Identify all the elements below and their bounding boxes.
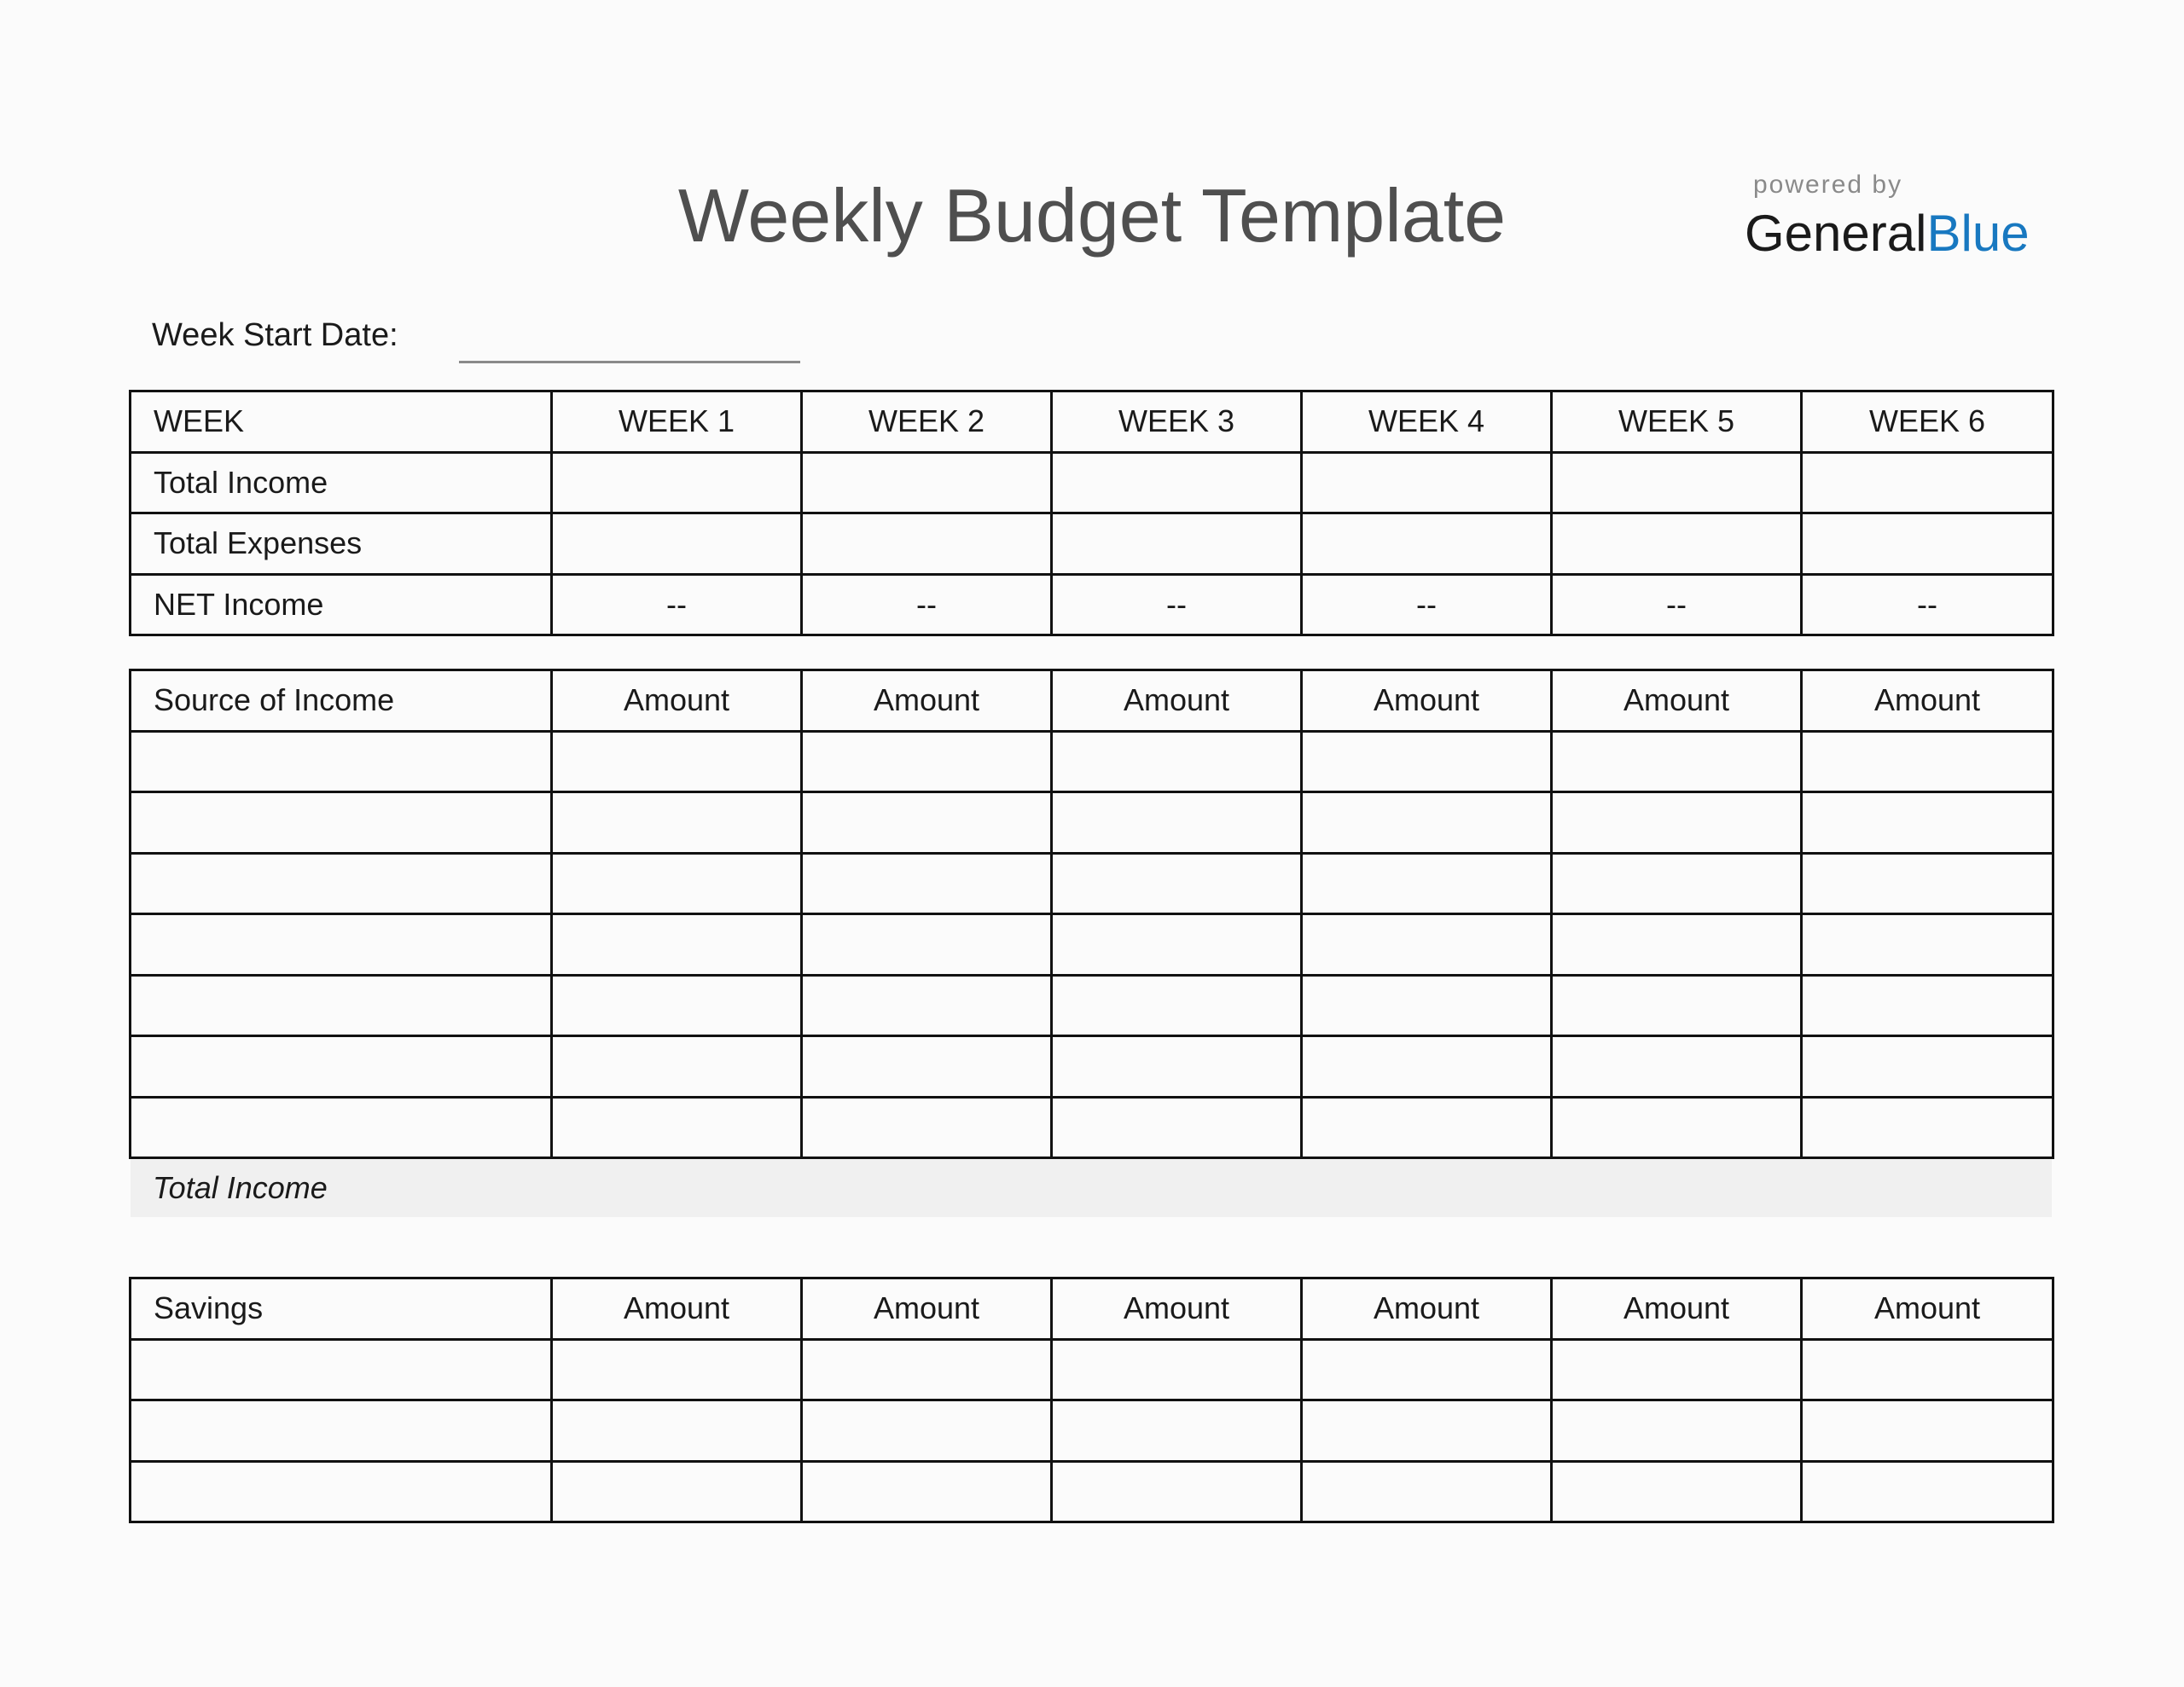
- table-cell[interactable]: [802, 1400, 1052, 1462]
- table-cell[interactable]: [802, 1036, 1052, 1098]
- table-cell[interactable]: [131, 1339, 552, 1400]
- summary-table: [129, 390, 2054, 636]
- table-cell[interactable]: --: [1802, 574, 2053, 635]
- brand-logo: [1745, 169, 2030, 266]
- income-table: [129, 669, 2054, 1159]
- column-header: WEEK: [131, 391, 552, 453]
- table-header-row: [131, 1278, 2053, 1340]
- table-cell[interactable]: [1302, 1036, 1552, 1098]
- table-row: [131, 914, 2053, 976]
- table-cell[interactable]: [552, 731, 802, 792]
- table-cell[interactable]: [1802, 731, 2053, 792]
- table-cell[interactable]: [552, 1097, 802, 1158]
- table-row: [131, 1461, 2053, 1522]
- table-cell[interactable]: [1802, 1339, 2053, 1400]
- table-cell[interactable]: [131, 975, 552, 1036]
- column-header: Amount: [1052, 1278, 1302, 1340]
- table-cell[interactable]: --: [1552, 574, 1802, 635]
- table-cell[interactable]: [1302, 1461, 1552, 1522]
- table-row: [131, 1339, 2053, 1400]
- column-header: Amount: [1552, 670, 1802, 732]
- column-header: Amount: [1802, 1278, 2053, 1340]
- table-row: [131, 452, 2053, 513]
- column-header: WEEK 5: [1552, 391, 1802, 453]
- column-header: Amount: [1802, 670, 2053, 732]
- table-cell[interactable]: [1802, 1461, 2053, 1522]
- table-cell[interactable]: [131, 1036, 552, 1098]
- week-start-date-field[interactable]: [459, 361, 800, 363]
- column-header: Savings: [131, 1278, 552, 1340]
- income-total-label: Total Income: [153, 1170, 328, 1205]
- table-cell[interactable]: [1052, 1097, 1302, 1158]
- table-cell[interactable]: [1052, 452, 1302, 513]
- table-cell[interactable]: [1052, 1339, 1302, 1400]
- table-row: [131, 513, 2053, 575]
- table-cell[interactable]: [1302, 853, 1552, 914]
- table-cell[interactable]: [1552, 1339, 1802, 1400]
- table-cell[interactable]: [1802, 452, 2053, 513]
- table-cell[interactable]: [131, 914, 552, 976]
- table-cell[interactable]: [1302, 1339, 1552, 1400]
- column-header: WEEK 2: [802, 391, 1052, 453]
- table-header-row: [131, 670, 2053, 732]
- page-title: Weekly Budget Template: [677, 173, 1507, 258]
- brand-name-general: General: [1745, 205, 1927, 262]
- table-row: [131, 1400, 2053, 1462]
- table-row: [131, 792, 2053, 854]
- table-cell[interactable]: [1802, 975, 2053, 1036]
- table-cell[interactable]: [802, 452, 1052, 513]
- table-cell[interactable]: [552, 513, 802, 575]
- column-header: Amount: [552, 1278, 802, 1340]
- table-cell[interactable]: [1552, 975, 1802, 1036]
- table-cell[interactable]: --: [552, 574, 802, 635]
- table-row: [131, 574, 2053, 635]
- table-cell[interactable]: [1302, 914, 1552, 976]
- table-row: [131, 1036, 2053, 1098]
- income-total-row: [131, 1159, 2052, 1217]
- table-cell[interactable]: [1802, 914, 2053, 976]
- table-cell[interactable]: [1802, 1036, 2053, 1098]
- table-cell[interactable]: [802, 853, 1052, 914]
- table-cell[interactable]: [1552, 914, 1802, 976]
- table-cell[interactable]: [1302, 975, 1552, 1036]
- table-cell[interactable]: [1802, 1400, 2053, 1462]
- table-cell[interactable]: [1302, 1097, 1552, 1158]
- table-cell[interactable]: [1302, 452, 1552, 513]
- table-row: [131, 975, 2053, 1036]
- table-cell[interactable]: [802, 1339, 1052, 1400]
- table-cell[interactable]: [552, 914, 802, 976]
- table-cell[interactable]: [1302, 792, 1552, 854]
- table-cell[interactable]: [1052, 513, 1302, 575]
- column-header: Amount: [802, 670, 1052, 732]
- table-row: [131, 853, 2053, 914]
- table-cell[interactable]: --: [1302, 574, 1552, 635]
- column-header: Amount: [1052, 670, 1302, 732]
- column-header: Amount: [802, 1278, 1052, 1340]
- table-header-row: [131, 391, 2053, 453]
- table-cell[interactable]: [802, 975, 1052, 1036]
- brand-name: [1745, 201, 2030, 266]
- table-cell[interactable]: [552, 1400, 802, 1462]
- table-cell[interactable]: [1052, 1400, 1302, 1462]
- table-cell[interactable]: [1302, 1400, 1552, 1462]
- table-cell[interactable]: [1052, 975, 1302, 1036]
- brand-name-blue: Blue: [1926, 205, 2030, 262]
- table-cell[interactable]: [1552, 513, 1802, 575]
- column-header: WEEK 4: [1302, 391, 1552, 453]
- column-header: Amount: [1302, 670, 1552, 732]
- table-cell[interactable]: [1552, 731, 1802, 792]
- table-cell[interactable]: [1302, 513, 1552, 575]
- table-cell[interactable]: [802, 513, 1052, 575]
- table-cell[interactable]: [1552, 452, 1802, 513]
- column-header: Amount: [552, 670, 802, 732]
- row-label: Total Expenses: [131, 513, 552, 575]
- table-cell[interactable]: [1552, 853, 1802, 914]
- column-header: Amount: [1552, 1278, 1802, 1340]
- savings-table: [129, 1277, 2054, 1523]
- table-cell[interactable]: [1802, 1097, 2053, 1158]
- table-cell[interactable]: [552, 792, 802, 854]
- column-header: Amount: [1302, 1278, 1552, 1340]
- table-cell[interactable]: [552, 1339, 802, 1400]
- table-cell[interactable]: [1052, 914, 1302, 976]
- table-cell[interactable]: [1552, 792, 1802, 854]
- table-cell[interactable]: [1802, 513, 2053, 575]
- table-cell[interactable]: [1552, 1400, 1802, 1462]
- table-cell[interactable]: [552, 452, 802, 513]
- column-header: WEEK 3: [1052, 391, 1302, 453]
- table-cell[interactable]: [802, 914, 1052, 976]
- table-cell[interactable]: [1052, 731, 1302, 792]
- table-cell[interactable]: [131, 853, 552, 914]
- table-cell[interactable]: [1052, 1036, 1302, 1098]
- table-cell[interactable]: [552, 853, 802, 914]
- table-row: [131, 731, 2053, 792]
- table-cell[interactable]: --: [802, 574, 1052, 635]
- table-cell[interactable]: [1552, 1097, 1802, 1158]
- week-start-date-label: Week Start Date:: [152, 317, 398, 353]
- table-cell[interactable]: [1052, 853, 1302, 914]
- table-cell[interactable]: [1802, 792, 2053, 854]
- table-cell[interactable]: --: [1052, 574, 1302, 635]
- table-cell[interactable]: [1552, 1461, 1802, 1522]
- table-cell[interactable]: [131, 1400, 552, 1462]
- table-cell[interactable]: [131, 1461, 552, 1522]
- table-cell[interactable]: [131, 1097, 552, 1158]
- powered-by-text: powered by: [1753, 171, 1903, 199]
- table-cell[interactable]: [1802, 853, 2053, 914]
- row-label: Total Income: [131, 452, 552, 513]
- table-cell[interactable]: [802, 792, 1052, 854]
- table-cell[interactable]: [1052, 792, 1302, 854]
- table-cell[interactable]: [1302, 731, 1552, 792]
- column-header: WEEK 1: [552, 391, 802, 453]
- row-label: NET Income: [131, 574, 552, 635]
- column-header: WEEK 6: [1802, 391, 2053, 453]
- table-cell[interactable]: [552, 975, 802, 1036]
- table-cell[interactable]: [802, 1097, 1052, 1158]
- table-cell[interactable]: [552, 1036, 802, 1098]
- table-cell[interactable]: [1052, 1461, 1302, 1522]
- table-cell[interactable]: [552, 1461, 802, 1522]
- table-cell[interactable]: [131, 792, 552, 854]
- column-header: Source of Income: [131, 670, 552, 732]
- table-cell[interactable]: [131, 731, 552, 792]
- table-cell[interactable]: [802, 1461, 1052, 1522]
- table-row: [131, 1097, 2053, 1158]
- table-cell[interactable]: [802, 731, 1052, 792]
- table-cell[interactable]: [1552, 1036, 1802, 1098]
